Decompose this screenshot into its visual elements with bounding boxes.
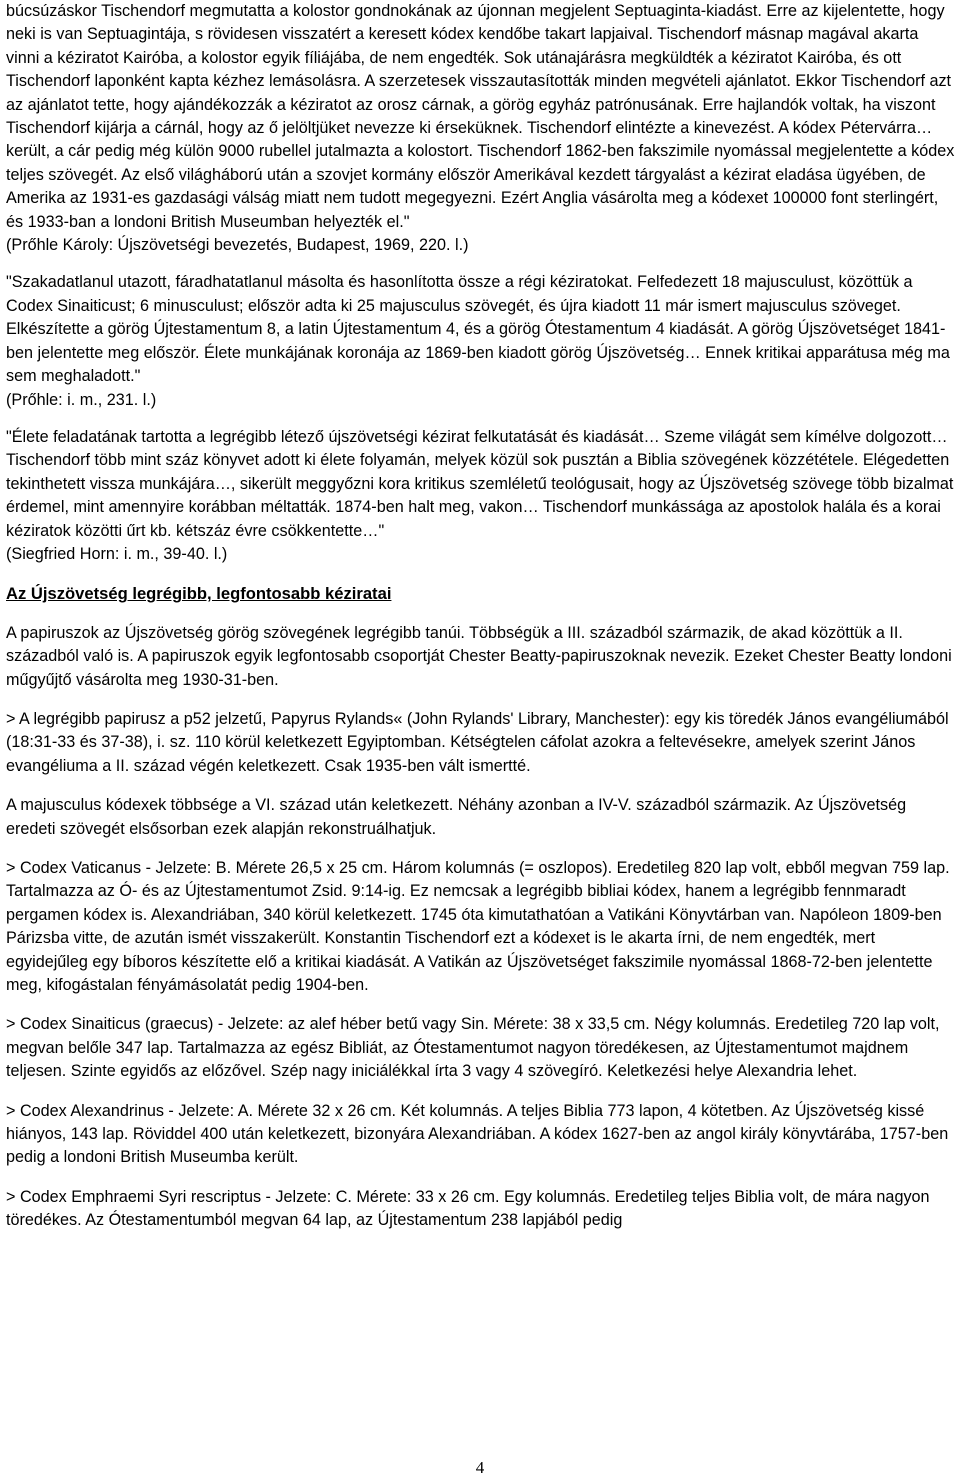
document-page <box>6 0 956 1233</box>
spacer <box>6 606 956 622</box>
paragraph-quote-prohle: "Szakadatlanul utazott, fáradhatatlanul másolta és hasonlította össze a régi kéziratokat. Felfedezett 18 majusculust, közöttük a Codex Sinaiticust; 6 minusculust; először adta ki 25 majusculus szövegét, és újra kiadott 11 már ismert majusculus szöveget. Elkészítette a görög Újtestamentum 8, a latin Újtestamentum 4, és a görög Ótestamentum 4 kiadását. A görög Újszövetséget 1841-ben jelentette meg először. Élete munkájának koronája az 1869-ben kiadott görög Újszövetség… Ennek kritikai apparátusa még ma sem meghaladott." <box>6 273 950 386</box>
paragraph-codex-ephraemi: > Codex Emphraemi Syri rescriptus - Jelzete: C. Mérete: 33 x 26 cm. Egy kolumnás. Eredetileg teljes Biblia volt, de mára nagyon töredékes. Az Ótestamentumból megvan 64 lap, az Újtestamentum 238 lapjából pedig <box>6 1187 930 1230</box>
paragraph-papyri: A papiruszok az Újszövetség görög szövegének legrégibb tanúi. Többségük a III. századból származik, de akad közöttük a II. századból való is. A papiruszok egyik legfontosabb csoportját Chester Beatty-papiruszoknak nevezik. Ezeket Chester Beatty londoni műgyűjtő vásárolta meg 1930-31-ben. <box>6 623 952 689</box>
paragraph-tischendorf-story: búcsúzáskor Tischendorf megmutatta a kolostor gondnokának az újonnan megjelent Septuaginta-kiadást. Erre az kijelentette, hogy neki is van Septuagintája, s rövidesen visszatért a keresett kódex kendőbe takart lapjaival. Tischendorf másnap magával akarta vinni a kéziratot Kairóba, a kolostor egyik fíliájába, de nem engedték. Sok utánajárásra megküldték a kéziratot Kairóba, és ott Tischendorf laponként kapta kézhez lemásolásra. A szerzetesek visszautasították minden megvételi ajánlatot. Ekkor Tischendorf azt az ajánlatot tette, hogy ajándékozzák a kéziratot az orosz cárnak, a görög egyház patrónusának. Erre hajlandók voltak, ha viszont Tischendorf kijárja a cárnál, hogy az ő jelöltjüket nevezze ki érseküknek. Tischendorf elintézte a kinevezést. A kódex Pétervárra… került, a cár pedig még külön 9000 rubellel jutalmazta a kolostort. Tischendorf 1862-ben fakszimile nyomással megjelentette a kódex teljes szövegét. Az első világháború után a szovjet kormány először Amerikával kezdett tárgyalást a kézirat eladása ügyében, de Amerika az 1931-es gazdasági válság miatt nem tudott megegyezni. Ezért Anglia vásárolta meg a kódexet 100000 font sterlingért, és 1933-ban a londoni British Museumban helyezték el." <box>6 2 955 231</box>
citation-horn: (Siegfried Horn: i. m., 39-40. l.) <box>6 544 228 563</box>
spacer <box>6 1084 956 1100</box>
spacer <box>6 778 956 794</box>
paragraph-codex-sinaiticus: > Codex Sinaiticus (graecus) - Jelzete: az alef héber betű vagy Sin. Mérete: 38 x 33,5 cm. Négy kolumnás. Eredetileg 720 lap volt, megvan belőle 347 lap. Tartalmazza az egész Bibliát, az Ótestamentumot nagyon töredékesen, az Újtestamentumot majdnem teljesen. Szinte egyidős az előzővel. Szép nagy iniciálékkal írta 3 vagy 4 szövegíró. Keletkezési helye Alexandria lehet. <box>6 1015 940 1081</box>
page-number: 4 <box>475 1458 485 1477</box>
spacer <box>6 692 956 708</box>
paragraph-quote-horn: "Élete feladatának tartotta a legrégibb létező újszövetségi kézirat felkutatását és kiadását… Szeme világát sem kímélve dolgozott… Tischendorf több mint száz könyvet adott ki élete folyamán, melyek közül sok pusztán a Biblia szövegének közzététele. Elégedetten tekinthetett vissza munkájára…, sikerült meggyőzni kora kritikus szemléletű teológusait, hogy az Újszövetség szövege több bizalmat érdemel, mint amennyire korábban méltatták. 1874-ben halt meg, vakon… Tischendorf munkássága az apostolok halála és a korai kéziratok közötti űrt kb. kétszáz évre csökkentette…" <box>6 427 954 540</box>
spacer <box>6 412 956 426</box>
spacer <box>6 1170 956 1186</box>
paragraph-majusculus: A majusculus kódexek többsége a VI. század után keletkezett. Néhány azonban a IV-V. századból származik. Az Újszövetség eredeti szövegét elsősorban ezek alapján rekonstruálhatjuk. <box>6 796 907 838</box>
spacer <box>6 997 956 1013</box>
spacer <box>6 566 956 582</box>
paragraph-codex-vaticanus: > Codex Vaticanus - Jelzete: B. Mérete 26,5 x 25 cm. Három kolumnás (= oszlopos). Eredetileg 820 lap volt, ebből megvan 759 lap. Tartalmazza az Ó- és az Újtestamentumot Zsid. 9:14-ig. Ez nemcsak a legrégibb bibliai kódex, hanem a legrégibb fennmaradt pergamen kódex is. Alexandriában, 340 körül keletkezett. 1745 óta kimutathatóan a Vatikáni Könyvtárban van. Napóleon 1809-ben Párizsba vitte, de azután ismét visszakerült. Konstantin Tischendorf ezt a kódexet is le akarta írni, de nem engedték, mert egyidejűleg egy bíboros készítette elő a kritikai kiadását. A Vatikán az Újszövetséget fakszimile nyomással 1868-72-ben jelentette meg, kifogástalan fényámásolatát pedig 1904-ben. <box>6 859 950 995</box>
spacer <box>6 841 956 857</box>
spacer <box>6 257 956 271</box>
section-heading: Az Újszövetség legrégibb, legfontosabb kéziratai <box>6 584 392 604</box>
citation-prohle-1: (Prőhle Károly: Újszövetségi bevezetés, Budapest, 1969, 220. l.) <box>6 236 469 255</box>
citation-prohle-2: (Prőhle: i. m., 231. l.) <box>6 390 157 409</box>
paragraph-codex-alexandrinus: > Codex Alexandrinus - Jelzete: A. Mérete 32 x 26 cm. Két kolumnás. A teljes Biblia 773 lapon, 4 kötetben. Az Újszövetség kissé hiányos, 143 lap. Röviddel 400 után keletkezett, bizonyára Alexandriában. A kódex 1627-ben az angol király könyvtárába, 1757-ben pedig a londoni British Museumba került. <box>6 1101 949 1167</box>
paragraph-p52: > A legrégibb papirusz a p52 jelzetű, Papyrus Rylands« (John Rylands' Library, Manchester): egy kis töredék János evangéliumából (18:31-33 és 37-38), i. sz. 110 körül keletkezett Egyiptomban. Kétségtelen cáfolat azokra a feltevésekre, amelyek szerint János evangéliuma a II. század végén keletkezett. Csak 1935-ben vált ismertté. <box>6 709 949 775</box>
